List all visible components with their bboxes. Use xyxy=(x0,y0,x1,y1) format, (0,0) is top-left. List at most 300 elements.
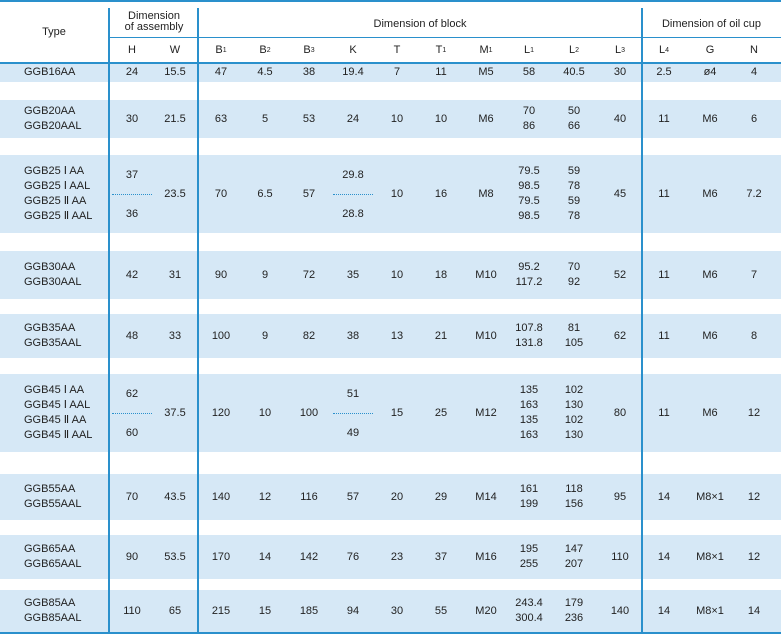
column-header-t: T xyxy=(393,43,401,56)
cell-value: 7.2 xyxy=(746,187,762,200)
cell-value: 52 xyxy=(613,268,627,281)
cell-value: 14 xyxy=(657,490,671,503)
cell-value: 18 xyxy=(434,268,448,281)
cell-value: M6 xyxy=(702,187,718,200)
type-name: GGB30AAL xyxy=(24,276,82,288)
cell-value: 31 xyxy=(168,268,182,281)
cell-value: 33 xyxy=(168,329,182,342)
cell-l2 xyxy=(552,155,596,233)
cell-value: 40 xyxy=(613,112,627,125)
cell-value: 110 xyxy=(123,604,141,617)
cell-w xyxy=(153,155,197,233)
cell-value: 163 xyxy=(519,429,539,441)
cell-value: 15 xyxy=(390,406,404,419)
cell-value: 23 xyxy=(390,550,404,563)
type-name: GGB35AAL xyxy=(24,337,82,349)
cell-b1 xyxy=(199,474,243,520)
cell-value: 90 xyxy=(125,550,139,563)
cell-b3 xyxy=(287,474,331,520)
cell-value: 98.5 xyxy=(518,210,540,222)
cell-value: 30 xyxy=(613,65,627,78)
column-header-l1: L 1 xyxy=(523,43,535,56)
cell-value: M12 xyxy=(475,406,497,419)
cell-l4 xyxy=(642,590,686,632)
cell-value: 37.5 xyxy=(164,406,186,419)
dotted-divider xyxy=(112,413,152,414)
cell-value: 42 xyxy=(125,268,139,281)
cell-value: 70 xyxy=(125,490,139,503)
cell-l2 xyxy=(552,62,596,82)
cell-value: 100 xyxy=(299,406,319,419)
cell-value: 98.5 xyxy=(518,180,540,192)
cell-t1 xyxy=(419,314,463,358)
cell-value: 29 xyxy=(434,490,448,503)
header-top-rule xyxy=(0,0,781,2)
cell-value: 35 xyxy=(346,268,360,281)
cell-value: 59 xyxy=(567,195,581,207)
header-mid-rule xyxy=(110,37,781,38)
column-header-t1: T 1 xyxy=(435,43,447,56)
cell-value: 15 xyxy=(258,604,272,617)
cell-value: 57 xyxy=(302,187,316,200)
cell-value: 102 xyxy=(564,414,584,426)
cell-value: 82 xyxy=(302,329,316,342)
cell-l3 xyxy=(598,314,642,358)
cell-value: 9 xyxy=(261,268,269,281)
cell-value: 12 xyxy=(747,490,761,503)
cell-value: 48 xyxy=(125,329,139,342)
cell-g xyxy=(688,535,732,579)
cell-m1 xyxy=(464,155,508,233)
cell-m1 xyxy=(464,590,508,632)
cell-value: 28.8 xyxy=(342,207,364,220)
type-name: GGB45 Ⅰ AA xyxy=(24,384,85,396)
cell-value: 243.4 xyxy=(515,597,543,609)
cell-value: 7 xyxy=(393,65,401,78)
cell-value: 57 xyxy=(346,490,360,503)
column-header-n: N xyxy=(750,43,758,56)
cell-t1 xyxy=(419,374,463,452)
cell-value: M8 xyxy=(478,187,494,200)
cell-value: 95 xyxy=(613,490,627,503)
cell-w xyxy=(153,535,197,579)
cell-h xyxy=(110,251,154,299)
cell-value: 130 xyxy=(564,399,584,411)
cell-value: 142 xyxy=(299,550,319,563)
cell-value: 118 xyxy=(565,483,583,495)
cell-value: M10 xyxy=(475,329,497,342)
cell-b3 xyxy=(287,62,331,82)
cell-l2 xyxy=(552,535,596,579)
cell-value: 14 xyxy=(657,550,671,563)
cell-value: M6 xyxy=(702,329,718,342)
cell-value: 20 xyxy=(390,490,404,503)
cell-m1 xyxy=(464,535,508,579)
cell-l1 xyxy=(507,155,551,233)
cell-value: 29.8 xyxy=(342,168,364,181)
cell-value: 79.5 xyxy=(518,195,540,207)
cell-value: 25 xyxy=(434,406,448,419)
cell-value: M8×1 xyxy=(696,490,724,503)
dotted-divider xyxy=(333,413,373,414)
cell-value: M16 xyxy=(475,550,497,563)
cell-value: ø4 xyxy=(703,65,717,78)
type-name: GGB20AA xyxy=(24,105,76,117)
cell-w xyxy=(153,314,197,358)
type-name: GGB85AAL xyxy=(24,612,82,624)
cell-n xyxy=(732,100,776,138)
type-cell xyxy=(0,535,108,579)
cell-value: 14 xyxy=(747,604,761,617)
type-name: GGB55AAL xyxy=(24,498,82,510)
cell-l1 xyxy=(507,590,551,632)
cell-value: 117.2 xyxy=(515,276,543,288)
cell-value: M14 xyxy=(475,490,497,503)
cell-value: 76 xyxy=(346,550,360,563)
type-name: GGB55AA xyxy=(24,483,76,495)
cell-value: 14 xyxy=(657,604,671,617)
header-assembly-group: Dimension of assembly xyxy=(124,10,184,33)
type-cell xyxy=(0,314,108,358)
cell-h xyxy=(110,314,154,358)
cell-l2 xyxy=(552,100,596,138)
cell-t1 xyxy=(419,62,463,82)
cell-value: 49 xyxy=(346,426,360,439)
cell-n xyxy=(732,251,776,299)
cell-n xyxy=(732,590,776,632)
cell-k xyxy=(331,62,375,82)
type-cell xyxy=(0,100,108,138)
cell-h xyxy=(110,535,154,579)
cell-value: 2.5 xyxy=(656,65,672,78)
cell-value: 15.5 xyxy=(164,65,186,78)
cell-l4 xyxy=(642,374,686,452)
divider-type xyxy=(108,8,110,632)
cell-value: 55 xyxy=(434,604,448,617)
cell-value: 38 xyxy=(346,329,360,342)
cell-n xyxy=(732,62,776,82)
cell-value: 80 xyxy=(613,406,627,419)
cell-t1 xyxy=(419,535,463,579)
cell-value: 107.8 xyxy=(515,322,543,334)
cell-l4 xyxy=(642,100,686,138)
cell-value: M6 xyxy=(702,406,718,419)
cell-t xyxy=(375,314,419,358)
cell-value: 24 xyxy=(125,65,139,78)
column-header-h: H xyxy=(128,43,136,56)
cell-value: 11 xyxy=(658,406,670,419)
cell-value: 37 xyxy=(434,550,448,563)
header-block-group: Dimension of block xyxy=(373,17,467,30)
cell-w xyxy=(153,62,197,82)
cell-b1 xyxy=(199,155,243,233)
cell-value: 135 xyxy=(519,414,539,426)
cell-value: 10 xyxy=(434,112,448,125)
cell-b1 xyxy=(199,100,243,138)
cell-value: 30 xyxy=(390,604,404,617)
header-bottom-rule xyxy=(0,62,781,64)
cell-value: 156 xyxy=(564,498,584,510)
cell-l3 xyxy=(598,62,642,82)
cell-value: M6 xyxy=(478,112,494,125)
cell-value: 4 xyxy=(750,65,758,78)
column-header-l4: L 4 xyxy=(658,43,670,56)
cell-value: 207 xyxy=(564,558,584,570)
cell-value: 66 xyxy=(567,120,581,132)
cell-value: 9 xyxy=(261,329,269,342)
cell-l3 xyxy=(598,590,642,632)
cell-g xyxy=(688,314,732,358)
cell-b3 xyxy=(287,374,331,452)
cell-t xyxy=(375,374,419,452)
cell-value: 255 xyxy=(519,558,539,570)
cell-g xyxy=(688,590,732,632)
cell-b2 xyxy=(243,590,287,632)
cell-value: 14 xyxy=(258,550,272,563)
cell-k xyxy=(331,474,375,520)
cell-value: 12 xyxy=(747,550,761,563)
cell-b3 xyxy=(287,590,331,632)
cell-m1 xyxy=(464,62,508,82)
cell-n xyxy=(732,374,776,452)
cell-t1 xyxy=(419,155,463,233)
type-name: GGB25 Ⅰ AA xyxy=(24,165,85,177)
cell-value: 70 xyxy=(522,105,536,117)
type-cell xyxy=(0,62,108,82)
cell-l2 xyxy=(552,314,596,358)
cell-b1 xyxy=(199,590,243,632)
cell-value: 12 xyxy=(747,406,761,419)
cell-value: 7 xyxy=(750,268,758,281)
cell-value: 16 xyxy=(434,187,448,200)
cell-k xyxy=(331,535,375,579)
cell-value: 131.8 xyxy=(515,337,543,349)
cell-b3 xyxy=(287,155,331,233)
type-cell xyxy=(0,474,108,520)
cell-value: 236 xyxy=(564,612,584,624)
cell-l4 xyxy=(642,314,686,358)
cell-value: 199 xyxy=(519,498,539,510)
cell-g xyxy=(688,62,732,82)
cell-l3 xyxy=(598,155,642,233)
cell-value: 195 xyxy=(519,543,539,555)
cell-value: 63 xyxy=(214,112,228,125)
type-name: GGB45 Ⅱ AAL xyxy=(24,429,93,441)
type-name: GGB35AA xyxy=(24,322,76,334)
column-header-l3: L 3 xyxy=(614,43,626,56)
cell-m1 xyxy=(464,374,508,452)
cell-l2 xyxy=(552,251,596,299)
cell-l1 xyxy=(507,314,551,358)
cell-value: 11 xyxy=(658,329,670,342)
cell-value: 45 xyxy=(613,187,627,200)
cell-value: 6.5 xyxy=(257,187,273,200)
cell-value: 38 xyxy=(302,65,316,78)
cell-h xyxy=(110,100,154,138)
cell-value: 53 xyxy=(302,112,316,125)
cell-g xyxy=(688,474,732,520)
cell-g xyxy=(688,251,732,299)
cell-value: 102 xyxy=(564,384,584,396)
cell-value: 10 xyxy=(390,187,404,200)
cell-value: 21.5 xyxy=(164,112,186,125)
cell-t xyxy=(375,251,419,299)
cell-b2 xyxy=(243,535,287,579)
cell-b1 xyxy=(199,251,243,299)
column-header-b1: B 1 xyxy=(215,43,227,56)
cell-b2 xyxy=(243,100,287,138)
cell-value: 36 xyxy=(125,207,139,220)
cell-value: 30 xyxy=(125,112,139,125)
cell-value: 23.5 xyxy=(164,187,186,200)
cell-value: 163 xyxy=(519,399,539,411)
cell-l2 xyxy=(552,474,596,520)
cell-b2 xyxy=(243,251,287,299)
cell-value: 62 xyxy=(613,329,627,342)
cell-l4 xyxy=(642,535,686,579)
cell-value: 24 xyxy=(346,112,360,125)
cell-t1 xyxy=(419,474,463,520)
cell-value: 81 xyxy=(567,322,581,334)
cell-w xyxy=(153,590,197,632)
cell-w xyxy=(153,374,197,452)
cell-t xyxy=(375,474,419,520)
cell-value: 116 xyxy=(300,490,318,503)
cell-value: 19.4 xyxy=(342,65,364,78)
cell-value: M10 xyxy=(475,268,497,281)
cell-l3 xyxy=(598,474,642,520)
cell-value: 13 xyxy=(390,329,404,342)
type-name: GGB25 Ⅱ AAL xyxy=(24,210,93,222)
cell-value: 40.5 xyxy=(563,65,585,78)
cell-value: 70 xyxy=(567,261,581,273)
cell-value: 140 xyxy=(211,490,231,503)
cell-l1 xyxy=(507,62,551,82)
cell-l1 xyxy=(507,100,551,138)
column-header-k: K xyxy=(349,43,357,56)
cell-value: 8 xyxy=(750,329,758,342)
cell-value: 94 xyxy=(346,604,360,617)
header-oilcup-group: Dimension of oil cup xyxy=(661,17,762,30)
type-name: GGB25 Ⅰ AAL xyxy=(24,180,91,192)
cell-k xyxy=(331,590,375,632)
cell-b3 xyxy=(287,535,331,579)
cell-value: M8×1 xyxy=(696,550,724,563)
cell-value: 65 xyxy=(168,604,182,617)
cell-t xyxy=(375,590,419,632)
divider-block xyxy=(641,8,643,632)
cell-b2 xyxy=(243,474,287,520)
cell-t1 xyxy=(419,590,463,632)
cell-m1 xyxy=(464,474,508,520)
cell-value: 53.5 xyxy=(164,550,186,563)
cell-l4 xyxy=(642,251,686,299)
header-type: Type xyxy=(42,25,66,38)
cell-k xyxy=(331,251,375,299)
cell-b3 xyxy=(287,251,331,299)
cell-value: 86 xyxy=(522,120,536,132)
cell-value: M6 xyxy=(702,112,718,125)
type-name: GGB45 Ⅰ AAL xyxy=(24,399,91,411)
cell-w xyxy=(153,474,197,520)
cell-l3 xyxy=(598,374,642,452)
cell-l1 xyxy=(507,374,551,452)
cell-value: 62 xyxy=(125,387,139,400)
cell-t xyxy=(375,155,419,233)
cell-value: 170 xyxy=(211,550,231,563)
cell-value: 130 xyxy=(564,429,584,441)
cell-l1 xyxy=(507,251,551,299)
cell-value: 10 xyxy=(258,406,272,419)
cell-value: 120 xyxy=(211,406,231,419)
cell-b1 xyxy=(199,314,243,358)
divider-assembly xyxy=(197,8,199,632)
cell-value: 179 xyxy=(564,597,584,609)
type-cell xyxy=(0,374,108,452)
cell-l1 xyxy=(507,535,551,579)
cell-value: 92 xyxy=(567,276,581,288)
type-name: GGB30AA xyxy=(24,261,76,273)
cell-value: 161 xyxy=(519,483,539,495)
cell-t1 xyxy=(419,100,463,138)
cell-b2 xyxy=(243,62,287,82)
cell-t xyxy=(375,535,419,579)
cell-value: 185 xyxy=(299,604,319,617)
cell-value: 79.5 xyxy=(518,165,540,177)
cell-value: 300.4 xyxy=(515,612,543,624)
cell-value: 90 xyxy=(214,268,228,281)
cell-value: 95.2 xyxy=(518,261,540,273)
cell-value: 60 xyxy=(125,426,139,439)
cell-t1 xyxy=(419,251,463,299)
cell-value: 72 xyxy=(302,268,316,281)
cell-value: 11 xyxy=(658,112,670,125)
cell-value: 5 xyxy=(261,112,269,125)
cell-l2 xyxy=(552,590,596,632)
cell-k xyxy=(331,100,375,138)
type-name: GGB45 Ⅱ AA xyxy=(24,414,87,426)
cell-value: 37 xyxy=(125,168,139,181)
cell-n xyxy=(732,535,776,579)
cell-value: 4.5 xyxy=(257,65,273,78)
cell-value: M20 xyxy=(475,604,497,617)
cell-value: M5 xyxy=(478,65,494,78)
cell-value: M8×1 xyxy=(696,604,724,617)
cell-l3 xyxy=(598,535,642,579)
column-header-l2: L 2 xyxy=(568,43,580,56)
cell-m1 xyxy=(464,251,508,299)
type-name: GGB85AA xyxy=(24,597,76,609)
cell-value: 78 xyxy=(567,210,581,222)
cell-value: 100 xyxy=(211,329,231,342)
column-header-g: G xyxy=(705,43,715,56)
dotted-divider xyxy=(112,194,152,195)
type-name: GGB25 Ⅱ AA xyxy=(24,195,87,207)
cell-b1 xyxy=(199,374,243,452)
cell-w xyxy=(153,100,197,138)
cell-value: 10 xyxy=(390,268,404,281)
cell-t xyxy=(375,100,419,138)
type-name: GGB20AAL xyxy=(24,120,82,132)
cell-value: M6 xyxy=(702,268,718,281)
cell-value: 47 xyxy=(214,65,228,78)
cell-k xyxy=(331,314,375,358)
cell-b3 xyxy=(287,314,331,358)
cell-value: 50 xyxy=(567,105,581,117)
cell-value: 105 xyxy=(564,337,584,349)
column-header-w: W xyxy=(169,43,181,56)
cell-value: 10 xyxy=(390,112,404,125)
